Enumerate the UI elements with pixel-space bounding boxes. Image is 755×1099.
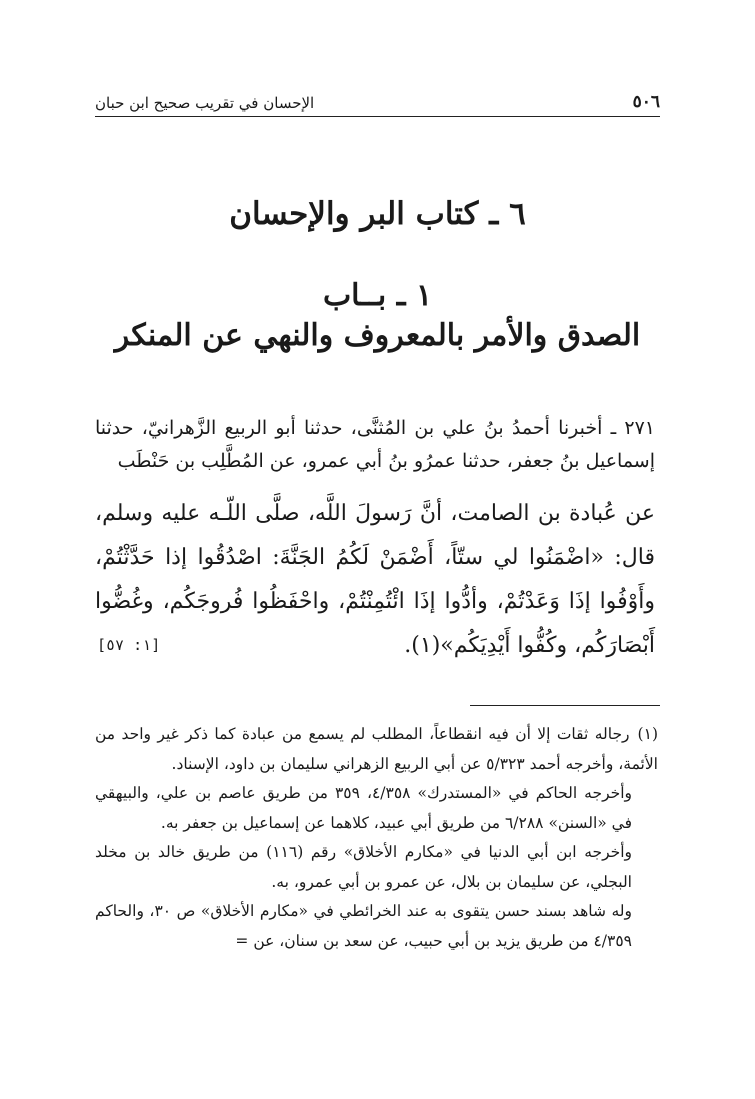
footnote-line: وأخرجه ابن أبي الدنيا في «مكارم الأخلاق» رقم (١١٦) من طريق خالد بن مخلد البجلي، عن سليمان بن بلال، عن عمرو بن أبي عمرو، به. [95,843,633,891]
footnote-divider [470,705,660,706]
page-number: ٥٠٦ [632,92,660,112]
footnotes [95,720,658,956]
footnote-text: رجاله ثقات إلا أن فيه انقطاعاً، المطلب لم يسمع من عبادة كما ذكر غير واحد من الأئمة، وأخرجه أحمد ٥/٣٢٣ عن أبي الربيع الزهراني سليمان بن داود، الإسناد. [95,725,658,773]
footnote-marker: (١) [637,725,658,743]
running-title: الإحسان في تقريب صحيح ابن حبان [95,94,315,112]
book-title: ٦ ـ كتاب البر والإحسان [229,196,526,232]
chapter-title: الصدق والأمر بالمعروف والنهي عن المنكر [114,318,641,353]
footnote-line: وله شاهد بسند حسن يتقوى به عند الخرائطي في «مكارم الأخلاق» ص ٣٠، والحاكم ٤/٣٥٩ من طريق يزيد بن أبي حبيب، عن سعد بن سنان، عن = [95,902,633,950]
hadith-isnad: ٢٧١ ـ أخبرنا أحمدُ بنُ علي بن المُثنَّى، حدثنا أبو الربيع الزَّهرانيّ، حدثنا إسماعيل بنُ جعفر، حدثنا عمرُو بنُ أبي عمرو، عن المُطَّلِب بن حَنْطَب [95,417,655,472]
hadith-block [95,412,655,668]
hadith-reference: [١: ٥٧] [97,636,161,654]
hadith-matn: عن عُبادة بن الصامت، أنَّ رَسولَ اللَّه، صلَّى اللّـه عليه وسلم، قال: «اضْمَنُوا لي ستّاً، أَضْمَنْ لَكُمُ الجَنَّةَ: اصْدُقُوا إذا حَدَّثْتُمْ، وأَوْفُوا إذَا وَعَدْتُمْ، وأدُّوا إذَا ائْتُمِنْتُمْ، واحْفَظُوا فُروجَكُم، وغُضُّوا أَبْصَارَكُم، وكُفُّوا أَيْدِيَكُم»(١). [95,501,655,658]
footnote-line: وأخرجه الحاكم في «المستدرك» ٤/٣٥٨، ٣٥٩ من طريق عاصم بن علي، والبيهقي في «السنن» ٦/٢٨٨ من طريق أبي عبيد، كلاهما عن إسماعيل بن جعفر به. [95,784,632,832]
chapter-number: ١ ـ بــاب [322,278,433,313]
footnote-line [95,720,658,779]
header-divider [95,116,660,117]
page-header [95,86,660,112]
